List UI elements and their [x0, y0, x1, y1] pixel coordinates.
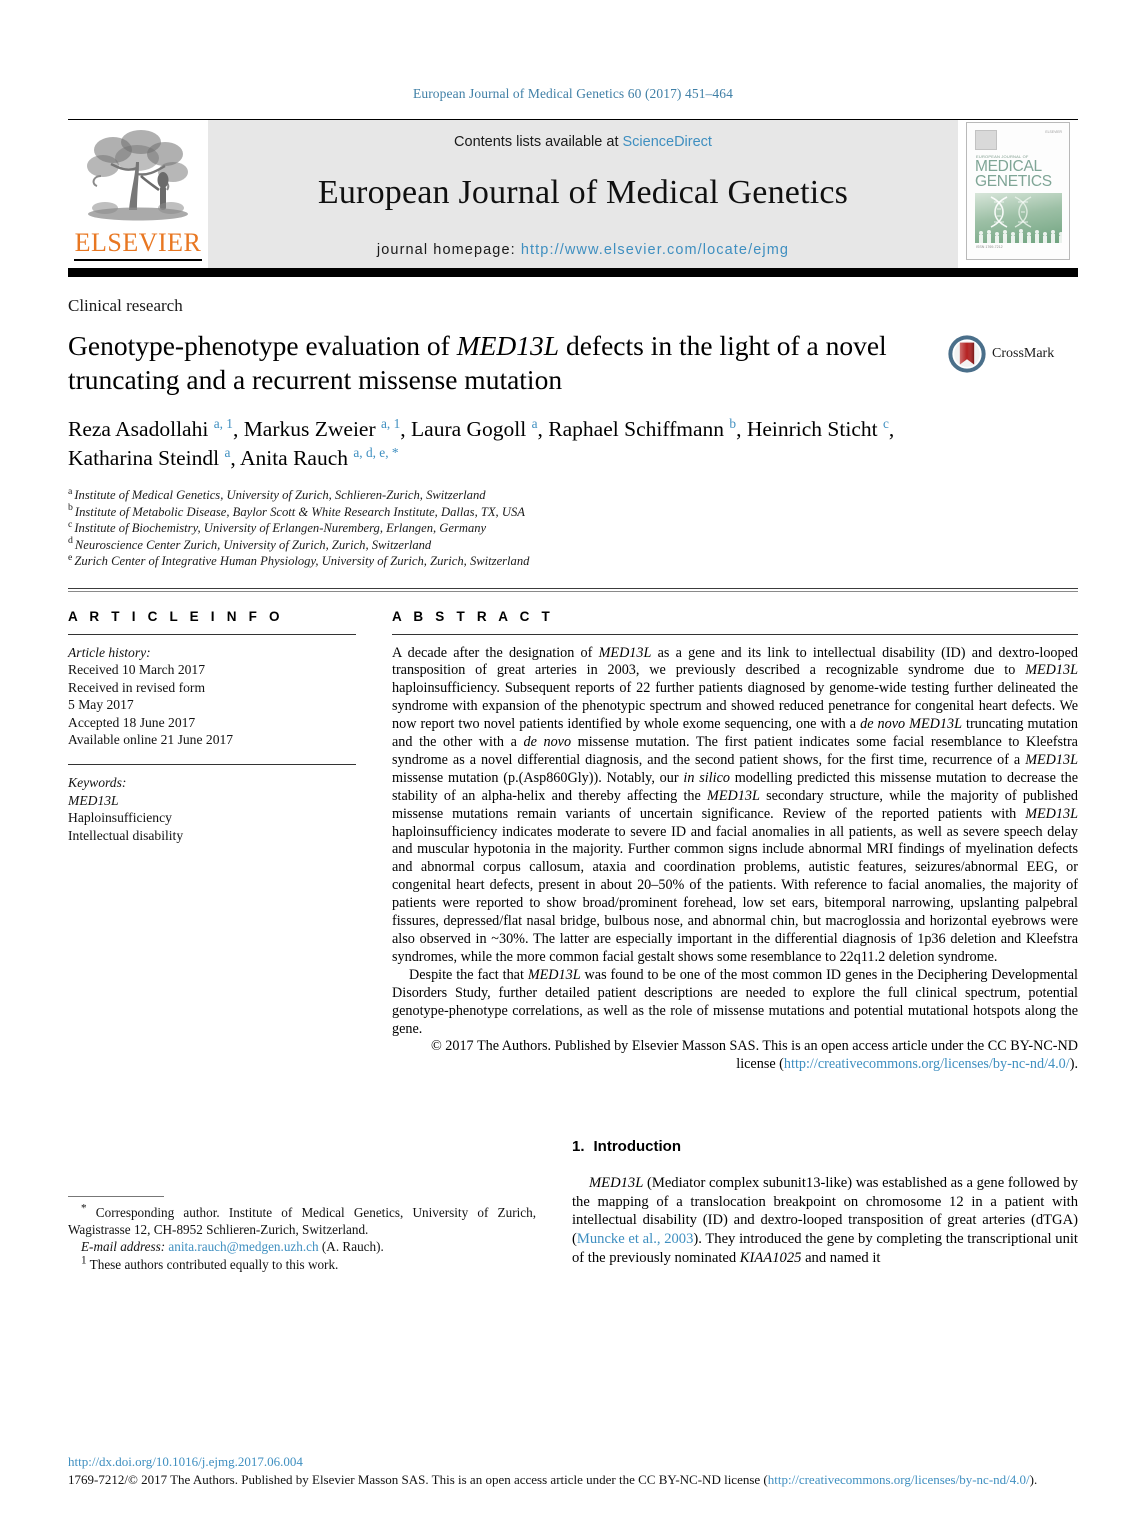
- article-history-label: Article history:: [68, 644, 151, 660]
- elsevier-publisher-block: [68, 120, 208, 268]
- affiliation-text: Institute of Medical Genetics, University of Zurich, Schlieren-Zurich, Switzerland: [74, 488, 486, 502]
- lower-columns: [68, 1138, 1078, 1272]
- journal-band: [208, 120, 958, 268]
- author-name: Katharina Steindl: [68, 446, 225, 470]
- info-abstract-columns: [68, 609, 1078, 1075]
- article-history-item: Available online 21 June 2017: [68, 732, 234, 748]
- journal-title: European Journal of Medical Genetics: [317, 174, 849, 211]
- footnote-column: [68, 1138, 536, 1272]
- affiliation-text: Institute of Biochemistry, University of Erlangen-Nuremberg, Erlangen, Germany: [74, 521, 487, 535]
- abstract-copyright: [392, 1038, 1078, 1074]
- italic-term: MED13L: [598, 644, 652, 661]
- italic-term: in silico: [683, 769, 730, 786]
- masthead-bottom-bar: [68, 268, 1078, 277]
- author-name: Anita Rauch: [239, 446, 354, 470]
- title-gene-name: MED13L: [456, 330, 560, 361]
- crossmark-icon: [948, 335, 986, 373]
- article-info-column: [68, 609, 356, 1075]
- email-link[interactable]: anita.rauch@medgen.uzh.ch: [168, 1239, 319, 1255]
- affiliation-list: [68, 487, 1078, 570]
- abstract-paragraph-2: Despite the fact that MED13L was found to be one of the most common ID genes in the Deciphering Developmental Disorders Study, further detailed patient descriptions are needed to explore the full clinical spectrum, potential genotype-phenotype correlations, as well as the role of missense mutations and potential mutational hotspots along the gene.: [392, 966, 1078, 1037]
- author-name: Raphael Schiffmann: [548, 417, 730, 441]
- contents-prefix: Contents lists available at: [454, 134, 623, 150]
- homepage-prefix: journal homepage:: [376, 242, 521, 258]
- author-name: Heinrich Sticht: [746, 417, 883, 441]
- article-history-item: 5 May 2017: [68, 697, 134, 713]
- introduction-heading-label: Introduction: [593, 1138, 681, 1156]
- title-part-1: Genotype-phenotype evaluation of: [68, 330, 457, 361]
- abstract-column: [392, 609, 1078, 1075]
- italic-term: de novo: [860, 716, 906, 733]
- author-list: [68, 415, 968, 473]
- italic-term: MED13L: [1025, 751, 1078, 768]
- affiliation-marker: d: [68, 535, 73, 547]
- issn-text: 1769-7212/© 2017 The Authors. Published by Elsevier Masson SAS. This is an open access article under the CC BY-NC-ND license (: [68, 1472, 768, 1487]
- introduction-number: 1.: [572, 1138, 585, 1156]
- affiliation-text: Neuroscience Center Zurich, University of Zurich, Zurich, Switzerland: [74, 537, 432, 552]
- intro-gene-name: MED13L: [589, 1175, 644, 1192]
- crossmark-badge[interactable]: [948, 335, 1076, 373]
- italic-term: MED13L: [707, 787, 760, 804]
- title-row: [68, 329, 1078, 397]
- equal-contribution-text: These authors contributed equally to this work.: [86, 1256, 339, 1272]
- keywords-label: Keywords:: [68, 775, 127, 791]
- author-affiliation-marker: a, d, e, *: [353, 444, 399, 460]
- footnote-rule: [68, 1196, 164, 1197]
- equal-contribution-marker: 1: [81, 1254, 87, 1267]
- page-footer: [68, 1453, 1078, 1488]
- section-divider-top: [68, 588, 1078, 592]
- italic-term: MED13L: [527, 966, 581, 983]
- article-history-item: Received 10 March 2017: [68, 662, 206, 678]
- affiliation-marker: e: [68, 551, 73, 563]
- italic-term: MED13L: [1025, 662, 1078, 679]
- keywords-rule: [68, 764, 356, 765]
- intro-reference-link[interactable]: Muncke et al., 2003: [576, 1231, 694, 1248]
- introduction-heading: [572, 1138, 1078, 1155]
- article-history-item: Received in revised form: [68, 679, 206, 695]
- cc-license-link[interactable]: http://creativecommons.org/licenses/by-nc-nd/4.0/: [783, 1056, 1070, 1073]
- elsevier-tree-logo: [79, 124, 197, 228]
- author-affiliation-marker: a, 1: [213, 415, 233, 431]
- keyword-lines: [68, 792, 356, 845]
- intro-text-e: and named it: [801, 1249, 881, 1266]
- author-separator: ,: [736, 417, 747, 441]
- cover-footer-text: ISSN 1769-7212: [976, 245, 1003, 249]
- email-note: [68, 1238, 536, 1255]
- abstract-rule: [392, 634, 1078, 635]
- journal-cover-block: [958, 120, 1078, 268]
- corresponding-text: Corresponding author. Institute of Medical Genetics, University of Zurich, Wagistrasse 12, CH-8952 Schlieren-Zurich, Switzerland.: [68, 1204, 536, 1237]
- author-separator: ,: [400, 417, 412, 441]
- italic-term: de novo: [523, 734, 572, 751]
- author-name: Laura Gogoll: [411, 417, 532, 441]
- introduction-column: [572, 1138, 1078, 1267]
- issn-tail: ).: [1029, 1472, 1038, 1487]
- author-separator: ,: [888, 417, 895, 441]
- author-name: Markus Zweier: [243, 417, 382, 441]
- journal-cover-thumbnail[interactable]: [966, 122, 1070, 260]
- sciencedirect-link[interactable]: ScienceDirect: [622, 134, 712, 150]
- affiliation-item: [68, 537, 1078, 554]
- cover-artwork: [975, 193, 1062, 243]
- affiliation-marker: a: [68, 485, 73, 497]
- affiliation-item: [68, 504, 1078, 521]
- affiliation-text: Zurich Center of Integrative Human Physiology, University of Zurich, Zurich, Switzerland: [74, 554, 530, 568]
- abstract-paragraph-1: A decade after the designation of MED13L as a gene and its link to intellectual disability (ID) and dextro-looped transposition of great arteries in 2003, we previously described a recognizable syndrome due to MED13L haploinsufficiency. Subsequent reports of 22 further patients diagnosed by genome-wide testing further delineated the syndrome with expansion of the phenotypic spectrum and showed reduced penetrance for congenital heart defects. We now report two novel patients identified by whole exome sequencing, one with a de novo MED13L truncating mutation and the other with a de novo missense mutation. The first patient indicates some facial resemblance to Kleefstra syndrome as a novel differential diagnosis, and the second patient shows, for the first time, recurrence of a MED13L missense mutation (p.(Asp860Gly)). Notably, our in silico modelling predicted this missense mutation to decrease the stability of an alpha-helix and thereby affecting the MED13L secondary structure, while the majority of published missense mutations remain variants of uncertain significance. Review of the reported patients with MED13L haploinsufficiency indicates moderate to severe ID and facial anomalies in all patients, as well as severe speech delay and muscular hypotonia in the majority. Further common signs include abnormal MRI findings of myelination defects and abnormal corpus callosum, ataxia and coordination problems, autistic features, seizures/abnormal EEG, or congenital heart defects, present in about 20–50% of the patients. With reference to facial anomalies, the majority of patients were reported to show broad/prominent forehead, low set ears, bitemporal narrowing, upslanting palpebral fissures, depressed/flat nasal bridge, bulbous nose, and abnormal chin, but macroglossia and horizontal eyebrows were also observed in ~30%. The latter are especially important in the differential diagnosis of 1p36 deletion and Kleefstra syndromes, while the more common facial gestalt shows some resemblance to 22q11.2 deletion syndrome.: [392, 644, 1078, 965]
- affiliation-text: Institute of Metabolic Disease, Baylor Scott & White Research Institute, Dallas, TX, USA: [74, 504, 525, 519]
- article-history-item: Accepted 18 June 2017: [68, 714, 196, 730]
- dna-helix-icon: [987, 195, 1043, 229]
- author-separator: ,: [232, 417, 244, 441]
- running-head: European Journal of Medical Genetics 60 (2017) 451–464: [413, 86, 733, 101]
- keyword-item: Haploinsufficiency: [68, 810, 172, 826]
- abstract-heading: A B S T R A C T: [392, 608, 554, 624]
- affiliation-item: [68, 520, 1078, 537]
- document-type: Clinical research: [68, 296, 183, 315]
- journal-masthead: [68, 119, 1078, 268]
- copyright-text: © 2017 The Authors. Published by Elsevier Masson SAS. This is an open access article under the CC BY-NC-ND license (: [430, 1038, 1078, 1073]
- elsevier-wordmark: ELSEVIER: [74, 230, 202, 261]
- corresponding-star: *: [81, 1202, 87, 1215]
- cover-topright-text: ELSEVIER: [1045, 130, 1062, 134]
- author-affiliation-marker: a: [224, 444, 231, 460]
- email-label: E-mail address:: [81, 1239, 166, 1255]
- title-part-2: defects in the light of a novel truncating and a recurrent missense mutation: [68, 330, 887, 395]
- affiliation-item: [68, 487, 1078, 504]
- keyword-item: MED13L: [68, 792, 119, 808]
- issn-license-line: [68, 1471, 1078, 1488]
- cover-supertitle: EUROPEAN JOURNAL OF: [976, 154, 1029, 159]
- author-affiliation-marker: c: [882, 415, 889, 431]
- affiliation-marker: c: [68, 518, 73, 530]
- author-separator: ,: [230, 446, 240, 470]
- cover-elsevier-icon: [975, 130, 997, 150]
- affiliation-item: [68, 553, 1078, 570]
- crossmark-label: CrossMark: [992, 346, 1055, 361]
- introduction-body: [572, 1174, 1078, 1267]
- journal-homepage-line: [377, 242, 789, 258]
- cover-title-line1: MEDICAL: [975, 158, 1042, 175]
- article-info-heading: A R T I C L E I N F O: [68, 608, 284, 624]
- page-title: [68, 329, 948, 397]
- copyright-tail: ).: [1069, 1056, 1078, 1073]
- article-info-rule: [68, 634, 356, 635]
- intro-text-c: ). They introduced the gene by completing the transcriptional unit of the previously nominated: [572, 1231, 1078, 1266]
- cover-title-line2: GENETICS: [975, 173, 1052, 190]
- email-tail: (A. Rauch).: [318, 1239, 384, 1255]
- keyword-item: Intellectual disability: [68, 827, 184, 843]
- contents-available-line: [454, 134, 712, 150]
- italic-term: MED13L: [909, 716, 962, 733]
- intro-kiaa-name: KIAA1025: [739, 1249, 802, 1266]
- footnotes: [68, 1196, 536, 1274]
- corresponding-author-note: [68, 1204, 536, 1239]
- author-name: Reza Asadollahi: [68, 417, 214, 441]
- doi-link[interactable]: http://dx.doi.org/10.1016/j.ejmg.2017.06.004: [68, 1454, 303, 1469]
- article-history-lines: [68, 661, 356, 749]
- author-affiliation-marker: b: [729, 415, 737, 431]
- people-silhouettes-icon: [975, 228, 1062, 243]
- journal-homepage-link[interactable]: http://www.elsevier.com/locate/ejmg: [520, 242, 790, 258]
- abstract-body: [392, 645, 1078, 1075]
- equal-contribution-note: [68, 1256, 536, 1273]
- author-affiliation-marker: a, 1: [381, 415, 401, 431]
- author-affiliation-marker: a: [531, 415, 538, 431]
- italic-term: MED13L: [1025, 805, 1078, 822]
- affiliation-marker: b: [68, 502, 73, 514]
- cover-title: [975, 159, 1052, 189]
- author-separator: ,: [537, 417, 549, 441]
- intro-text-b: (Mediator complex subunit13-like) was established as a gene followed by the mapping of a translocation breakpoint on chromosome 12 in a patient with intellectual disability (ID) and dextro-looped transposition of great arteries (dTGA) (: [572, 1175, 1078, 1248]
- footer-cc-link[interactable]: http://creativecommons.org/licenses/by-nc-nd/4.0/: [767, 1472, 1030, 1487]
